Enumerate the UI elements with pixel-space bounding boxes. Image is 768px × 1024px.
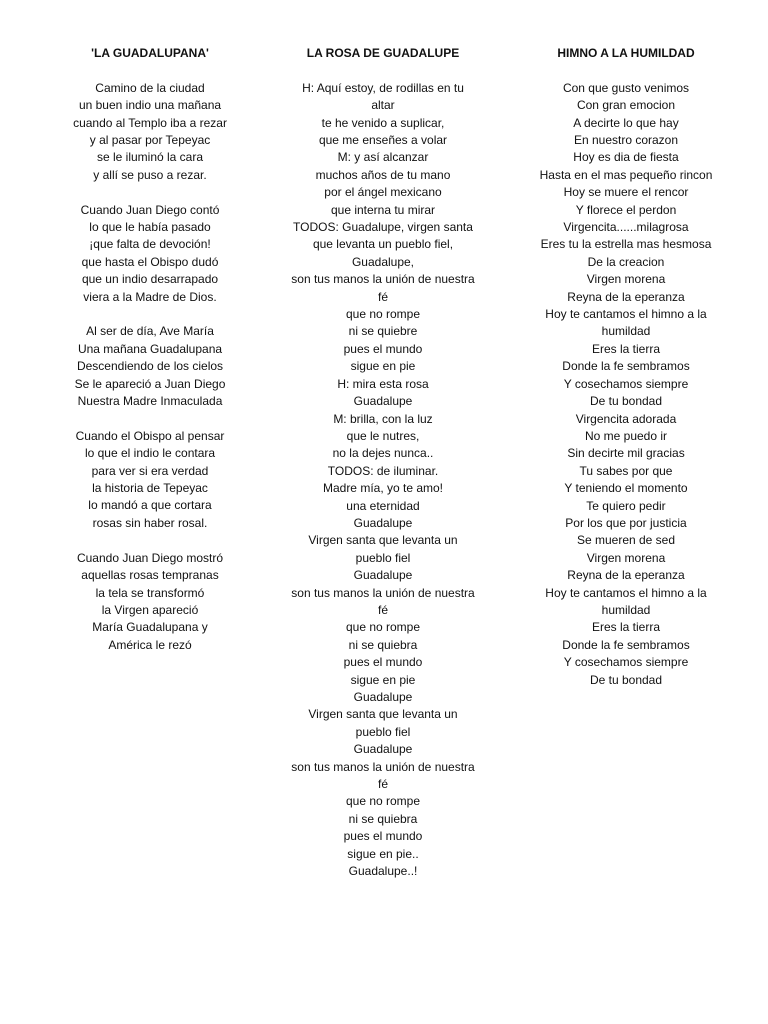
lyric-line: que no rompe [345,620,421,635]
lyric-line: H: mira esta rosa [337,376,429,391]
lyric-line: Se mueren de sed [576,533,676,548]
lyric-line: sigue en pie.. [347,846,419,861]
lyric-line: Cuando el Obispo al pensar [75,428,225,443]
lyric-line: Virgencita......milagrosa [563,220,689,235]
lyric-line: Con gran emocion [576,98,676,113]
lyric-line: Con que gusto venimos [562,80,690,95]
lyric-line: De la creacion [587,254,665,269]
lyric-line: son tus manos la unión de nuestra [291,759,475,774]
lyric-line: y allí se puso a rezar. [93,167,207,182]
song-title: 'LA GUADALUPANA' [91,46,209,60]
lyric-line: ni se quiebre [348,324,418,339]
stanza [30,428,270,532]
lyric-line: lo mandó a que cortara [88,498,212,513]
lyric-line: M: y así alcanzar [337,150,429,165]
lyric-line: H: Aquí estoy, de rodillas en tu [302,80,464,95]
lyric-line: América le rezó [108,637,192,652]
lyric-line: te he venido a suplicar, [321,115,445,130]
lyric-line: pues el mundo [343,341,423,356]
lyric-line: fé [377,602,388,617]
lyric-line: Y cosechamos siempre [563,655,689,670]
lyric-line: cuando al Templo iba a rezar [73,115,227,130]
lyric-line: son tus manos la unión de nuestra [291,272,475,287]
lyric-line: Guadalupe [353,515,413,530]
lyric-line: sigue en pie [350,672,416,687]
lyric-line: Tu sabes por que [579,463,673,478]
lyric-line: que levanta un pueblo fiel, [312,237,454,252]
lyric-line: lo que le había pasado [89,220,211,235]
lyric-line: rosas sin haber rosal. [92,515,208,530]
lyric-line: que interna tu mirar [330,202,436,217]
lyric-line: la tela se transformó [95,585,205,600]
lyric-line: TODOS: de iluminar. [327,463,439,478]
lyric-line: por el ángel mexicano [324,185,442,200]
song-lyrics [30,80,270,654]
lyric-line: En nuestro corazon [573,133,679,147]
stanza [30,550,270,654]
song-column-himno-a-la-humildad [510,45,742,689]
lyric-line: Cuando Juan Diego contó [80,202,220,217]
lyric-line: Guadalupe [353,690,413,704]
lyric-line: Hoy es dia de fiesta [573,150,679,165]
lyric-line: Guadalupe, [351,254,415,269]
lyric-line: María Guadalupana y [92,620,208,635]
lyric-line: y al pasar por Tepeyac [89,133,211,147]
lyric-line: Donde la fe sembramos [562,637,690,652]
lyric-line: Reyna de la eperanza [567,568,685,583]
stanza [30,202,270,306]
lyric-line: Virgencita adorada [575,411,677,426]
lyric-line: Guadalupe..! [348,864,418,879]
lyric-line: Y florece el perdon [575,202,677,217]
lyric-line: ni se quiebra [348,811,418,826]
lyric-line: Cuando Juan Diego mostró [76,550,224,565]
lyric-line: la Virgen apareció [101,602,199,617]
lyric-line: Virgen morena [586,272,666,287]
lyric-line: Eres tu la estrella mas hesmosa [540,237,712,252]
lyric-line: TODOS: Guadalupe, virgen santa [293,220,473,235]
song-title: HIMNO A LA HUMILDAD [557,46,695,60]
lyric-line: Eres la tierra [591,341,661,356]
lyric-line: Virgen morena [586,550,666,565]
lyric-line: ni se quiebra [348,637,418,652]
lyric-line: un buen indio una mañana [78,98,222,113]
lyric-line: Te quiero pedir [586,498,666,513]
stanza [30,80,270,184]
lyric-line: De tu bondad [589,394,663,409]
song-column-la-guadalupana [30,45,270,672]
lyric-line: que un indio desarrapado [81,272,219,287]
lyric-line: pues el mundo [343,829,423,844]
lyric-line: Virgen santa que levanta un [308,707,458,722]
lyric-line: A decirte lo que hay [573,115,679,130]
lyric-line: ¡que falta de devoción! [89,237,211,252]
song-lyrics [265,80,501,881]
lyric-line: De tu bondad [589,672,663,687]
lyric-line: que hasta el Obispo dudó [81,254,219,269]
lyric-line: M: brilla, con la luz [333,411,433,426]
song-lyrics [510,80,742,689]
lyric-line: Al ser de día, Ave María [86,324,214,339]
lyric-line: Por los que por justicia [565,515,687,530]
lyric-line: Hoy se muere el rencor [563,185,689,200]
lyric-line: Donde la fe sembramos [562,359,690,374]
lyric-line: que no rompe [345,307,421,322]
lyric-line: viera a la Madre de Dios. [83,289,217,304]
lyric-line: para ver si era verdad [91,463,209,478]
lyric-line: humildad [601,602,651,617]
lyric-line: que no rompe [345,794,421,809]
lyric-line: pueblo fiel [355,724,411,739]
lyric-line: No me puedo ir [584,428,668,443]
lyric-line: fé [377,289,388,304]
lyric-line: lo que el indio le contara [84,446,216,461]
lyric-line: Guadalupe [353,568,413,583]
lyric-line: humildad [601,324,651,339]
lyric-line: altar [371,98,395,113]
lyric-line: que le nutres, [346,428,420,443]
lyric-line: pues el mundo [343,655,423,670]
lyric-line: pueblo fiel [355,550,411,565]
song-column-la-rosa-de-guadalupe [265,45,501,880]
lyric-line: Madre mía, yo te amo! [322,481,444,496]
lyric-line: Nuestra Madre Inmaculada [77,394,223,409]
lyric-line: son tus manos la unión de nuestra [291,585,475,600]
lyric-line: no la dejes nunca.. [332,446,434,461]
lyric-line: aquellas rosas tempranas [81,568,219,583]
lyric-line: Guadalupe [353,394,413,409]
lyric-line: Se le apareció a Juan Diego [74,376,226,391]
lyric-line: Hasta en el mas pequeño rincon [539,167,713,182]
lyric-line: se le iluminó la cara [96,150,204,165]
lyric-line: Descendiendo de los cielos [76,359,224,374]
lyric-line: que me enseñes a volar [318,133,448,147]
lyric-line: Hoy te cantamos el himno a la [545,585,707,600]
lyric-line: sigue en pie [350,359,416,374]
lyric-line: una eternidad [346,498,420,513]
lyric-line: Virgen santa que levanta un [308,533,458,548]
song-title: LA ROSA DE GUADALUPE [306,46,460,60]
lyric-line: Y cosechamos siempre [563,376,689,391]
lyric-line: Camino de la ciudad [95,80,205,95]
lyric-line: Hoy te cantamos el himno a la [545,307,707,322]
lyric-line: la historia de Tepeyac [92,481,208,496]
lyric-line: Reyna de la eperanza [567,289,685,304]
lyric-line: Guadalupe [353,742,413,757]
lyric-line: muchos años de tu mano [315,167,451,182]
lyric-line: fé [377,777,388,792]
stanza [30,323,270,410]
lyric-line: Sin decirte mil gracias [567,446,685,461]
lyric-line: Y teniendo el momento [564,481,688,496]
lyric-line: Una mañana Guadalupana [77,341,223,356]
lyric-line: Eres la tierra [591,620,661,635]
